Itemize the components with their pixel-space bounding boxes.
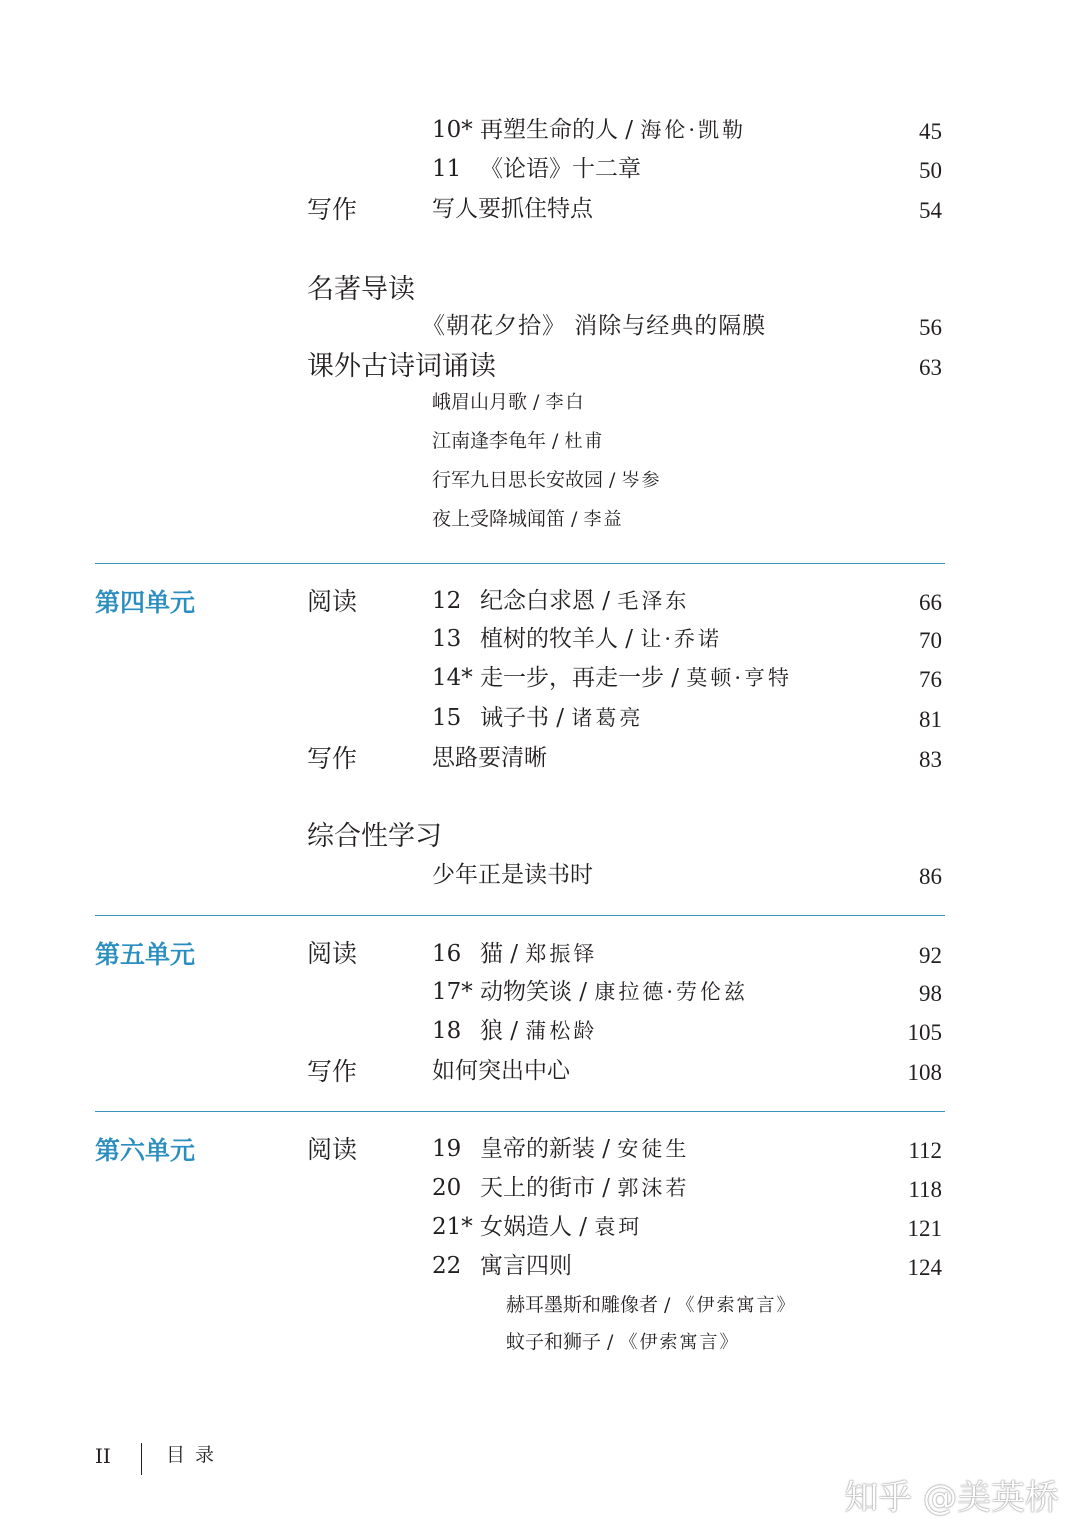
lesson-number: 11 <box>432 156 462 182</box>
writing-title: 如何突出中心 <box>432 1058 570 1084</box>
lesson-author: 诸葛亮 <box>571 706 644 730</box>
poem-author: 李益 <box>583 509 624 530</box>
section-divider <box>95 915 945 916</box>
lesson-title: 诫子书 / <box>480 705 572 731</box>
lesson-author: 郭沫若 <box>617 1176 690 1200</box>
lesson-21 <box>432 1216 642 1239</box>
poem-title: 峨眉山月歌 / <box>432 391 546 413</box>
page-number: 76 <box>919 667 942 692</box>
lesson-12 <box>432 590 689 613</box>
classic-reading-heading: 名著导读 <box>307 274 415 305</box>
lesson-number: 14* <box>432 665 473 691</box>
lesson-number: 20 <box>432 1175 462 1201</box>
page-number: 66 <box>919 590 942 615</box>
lesson-14 <box>432 667 792 690</box>
poem-title: 江南逢李龟年 / <box>432 430 565 452</box>
writing-title: 写人要抓住特点 <box>432 196 593 222</box>
section-divider <box>95 1111 945 1112</box>
lesson-number: 12 <box>432 588 462 614</box>
lesson-author: 让·乔诺 <box>640 627 723 651</box>
fable-title: 赫耳墨斯和雕像者 / <box>506 1294 677 1316</box>
lesson-number: 17* <box>432 979 473 1005</box>
fable-item <box>506 1296 796 1315</box>
fable-title: 蚊子和狮子 / <box>506 1331 620 1353</box>
poem-item <box>432 510 623 529</box>
footer-section-title: 目录 <box>166 1444 225 1466</box>
page-number: 86 <box>919 864 942 889</box>
unit6-heading: 第六单元 <box>95 1136 196 1165</box>
writing-label: 写作 <box>307 195 358 224</box>
lesson-title: 女娲造人 / <box>480 1214 595 1240</box>
unit5-heading: 第五单元 <box>95 940 196 969</box>
reading-label: 阅读 <box>307 1135 358 1164</box>
page-number: 50 <box>919 158 942 183</box>
lesson-author: 蒲松龄 <box>525 1019 598 1043</box>
lesson-author: 袁珂 <box>594 1215 643 1239</box>
lesson-number: 21* <box>432 1214 473 1240</box>
writing-label: 写作 <box>307 744 358 773</box>
poem-author: 李白 <box>545 392 586 413</box>
page-number: 98 <box>919 981 942 1006</box>
poem-author: 杜甫 <box>564 431 605 452</box>
lesson-10 <box>432 119 746 142</box>
section-divider <box>95 563 945 564</box>
page-number: 121 <box>907 1216 942 1241</box>
page-number: 118 <box>908 1177 942 1202</box>
poem-item <box>432 471 661 490</box>
footer-page-number: II <box>95 1444 111 1468</box>
poem-item <box>432 432 604 451</box>
lesson-18 <box>432 1020 597 1043</box>
page-number: 105 <box>907 1020 942 1045</box>
lesson-16 <box>432 943 597 966</box>
lesson-number: 18 <box>432 1018 462 1044</box>
fable-item <box>506 1333 739 1352</box>
lesson-22 <box>432 1255 572 1278</box>
footer-divider <box>141 1443 142 1475</box>
lesson-title: 植树的牧羊人 / <box>480 626 641 652</box>
lesson-number: 10* <box>432 117 473 143</box>
poem-item <box>432 393 585 412</box>
lesson-15 <box>432 707 643 730</box>
lesson-title: 动物笑谈 / <box>480 979 595 1005</box>
lesson-number: 19 <box>432 1136 462 1162</box>
lesson-13 <box>432 628 722 651</box>
reading-label: 阅读 <box>307 939 358 968</box>
lesson-author: 康拉德·劳伦兹 <box>594 980 749 1004</box>
lesson-title: 纪念白求恩 / <box>480 588 618 614</box>
lesson-17 <box>432 981 748 1004</box>
lesson-11 <box>432 158 641 181</box>
page-number: 45 <box>919 119 942 144</box>
lesson-author: 毛泽东 <box>617 589 690 613</box>
lesson-19 <box>432 1138 689 1161</box>
lesson-number: 13 <box>432 626 462 652</box>
fable-source: 《伊索寓言》 <box>619 1332 740 1353</box>
lesson-number: 22 <box>432 1253 462 1279</box>
lesson-title: 再塑生命的人 / <box>480 117 641 143</box>
lesson-title: 天上的街市 / <box>480 1175 618 1201</box>
watermark: 知乎 @美英桥 <box>844 1478 1059 1518</box>
page-number: 124 <box>907 1255 942 1280</box>
unit4-heading: 第四单元 <box>95 588 196 617</box>
lesson-title: 走一步，再走一步 / <box>480 665 687 691</box>
lesson-author: 莫顿·亨特 <box>686 666 793 690</box>
reading-label: 阅读 <box>307 587 358 616</box>
page-number: 56 <box>919 315 942 340</box>
lesson-author: 安徒生 <box>617 1137 690 1161</box>
poem-title: 行军九日思长安故园 / <box>432 469 622 491</box>
lesson-author: 郑振铎 <box>525 942 598 966</box>
lesson-title: 《论语》十二章 <box>480 156 641 182</box>
page-number: 70 <box>919 628 942 653</box>
comprehensive-title: 少年正是读书时 <box>432 862 593 888</box>
lesson-20 <box>432 1177 689 1200</box>
writing-label: 写作 <box>307 1057 358 1086</box>
writing-title: 思路要清晰 <box>432 745 547 771</box>
lesson-number: 16 <box>432 941 462 967</box>
page-number: 83 <box>919 747 942 772</box>
poem-title: 夜上受降城闻笛 / <box>432 508 584 530</box>
lesson-number: 15 <box>432 705 462 731</box>
classic-reading-title: 《朝花夕拾》 消除与经典的隔膜 <box>422 313 767 339</box>
fable-source: 《伊索寓言》 <box>676 1295 797 1316</box>
lesson-title: 猫 / <box>480 941 526 967</box>
page-number: 63 <box>919 355 942 380</box>
poem-author: 岑参 <box>621 470 662 491</box>
page-number: 112 <box>908 1138 942 1163</box>
page-number: 92 <box>919 943 942 968</box>
lesson-title: 狼 / <box>480 1018 526 1044</box>
page-number: 108 <box>907 1060 942 1085</box>
page-number: 81 <box>919 707 942 732</box>
lesson-title: 皇帝的新装 / <box>480 1136 618 1162</box>
comprehensive-heading: 综合性学习 <box>307 821 442 852</box>
lesson-author: 海伦·凯勒 <box>640 118 747 142</box>
extra-poems-heading: 课外古诗词诵读 <box>307 351 496 382</box>
page-number: 54 <box>919 198 942 223</box>
lesson-title: 寓言四则 <box>480 1253 572 1279</box>
